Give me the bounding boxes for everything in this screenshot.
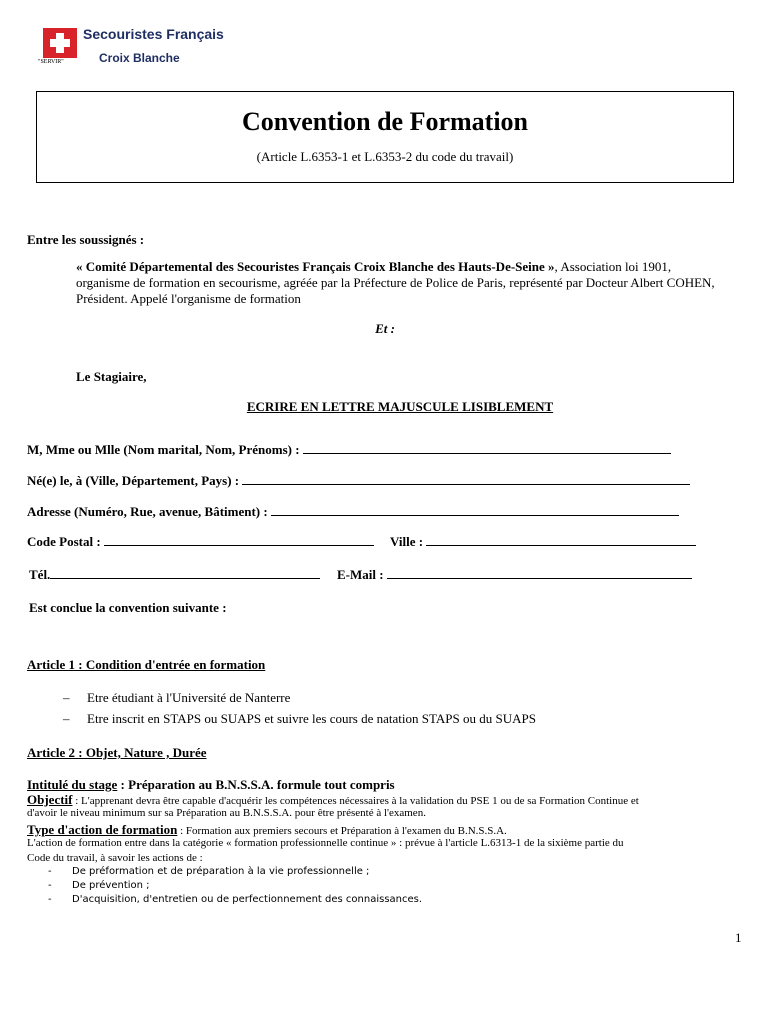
type-value: : Formation aux premiers secours et Préparation à l'examen du B.N.S.S.A. [177,825,507,837]
logo-org-name: Secouristes Français [83,26,224,42]
article2-heading: Article 2 : Objet, Nature , Durée [27,745,207,760]
action-item: - D'acquisition, d'entretien ou de perfectionnement des connaissances. [48,894,423,905]
article1-heading: Article 1 : Condition d'entrée en formation [27,657,266,672]
birth-field-label: Né(e) le, à (Ville, Département, Pays) : [27,473,240,488]
name-field-row [27,441,671,458]
email-field-row [337,566,692,583]
action-item: - De prévention ; [48,880,150,891]
action-text: L'action de formation entre dans la catégorie « formation professionnelle continue » : prévue à l'article L.6313-1 de la sixième partie du [27,837,624,849]
email-field-line[interactable] [387,566,692,579]
logo-motto: "SERVIR" [38,59,64,65]
objectif-text: : L'apprenant devra être capable d'acquérir les compétences nécessaires à la validation du PSE 1 ou de sa Formation Continue et [72,795,639,807]
birth-field-line[interactable] [242,472,690,485]
name-field-line[interactable] [303,441,671,454]
phone-field-line[interactable] [50,566,320,579]
organisme-name: « Comité Départemental des Secouristes Français Croix Blanche des Hauts-De-Seine » [76,259,555,274]
intitule-label: Intitulé du stage [27,777,118,792]
et-label: Et : [375,321,395,336]
dash-bullet-icon: - [48,880,52,891]
organisme-description: , Association loi 1901, organisme de formation en secourisme, agréée par la Préfecture de Police de Paris, représenté par Docteur Albert COHEN, Président. Appelé l'organisme de formation [76,259,715,306]
address-field-line[interactable] [271,503,679,516]
parties-intro: Entre les soussignés : [27,232,145,247]
postal-field-label: Code Postal : [27,534,101,549]
objectif-label: Objectif [27,792,73,807]
page-number: 1 [735,930,742,945]
dash-bullet-icon: – [63,711,70,726]
action-text-cont: Code du travail, à savoir les actions de : [27,852,203,864]
stagiaire-label: Le Stagiaire, [76,369,147,384]
type-label: Type d'action de formation [27,822,178,837]
phone-field-label: Tél. [29,567,51,582]
intitule-value: : Préparation au B.N.S.S.A. formule tout compris [117,777,395,792]
action-item: - De préformation et de préparation à la vie professionnelle ; [48,866,370,877]
email-field-label: E-Mail : [337,567,384,582]
dash-bullet-icon: - [48,866,52,877]
birth-field-row [27,472,690,489]
instruction-text: ECRIRE EN LETTRE MAJUSCULE LISIBLEMENT [246,399,554,414]
city-field-row [390,533,696,550]
dash-bullet-icon: – [63,690,70,705]
article1-item: – Etre inscrit en STAPS ou SUAPS et suivre les cours de natation STAPS ou du SUAPS [63,711,536,726]
page-subtitle: (Article L.6353-1 et L.6353-2 du code du travail) [256,149,514,164]
address-field-row [27,503,679,520]
address-field-label: Adresse (Numéro, Rue, avenue, Bâtiment) : [27,504,268,519]
organisme-paragraph [76,259,716,307]
dash-bullet-icon: - [48,894,52,905]
city-field-line[interactable] [426,533,696,546]
conclusion-text: Est conclue la convention suivante : [29,600,227,615]
phone-field-row [29,566,320,583]
objectif-row-cont: d'avoir le niveau minimum sur sa Préparation au B.N.S.S.A. pour être présenté à l'examen. [27,807,426,819]
article1-item: – Etre étudiant à l'Université de Nanterre [63,690,291,705]
logo-cross-icon [43,28,77,58]
city-field-label: Ville : [390,534,424,549]
postal-field-line[interactable] [104,533,374,546]
page-title: Convention de Formation [242,107,528,136]
postal-field-row [27,533,374,550]
logo-org-sub: Croix Blanche [99,51,180,65]
name-field-label: M, Mme ou Mlle (Nom marital, Nom, Prénoms) : [27,442,300,457]
intitule-row [27,777,395,793]
title-box [36,91,734,183]
